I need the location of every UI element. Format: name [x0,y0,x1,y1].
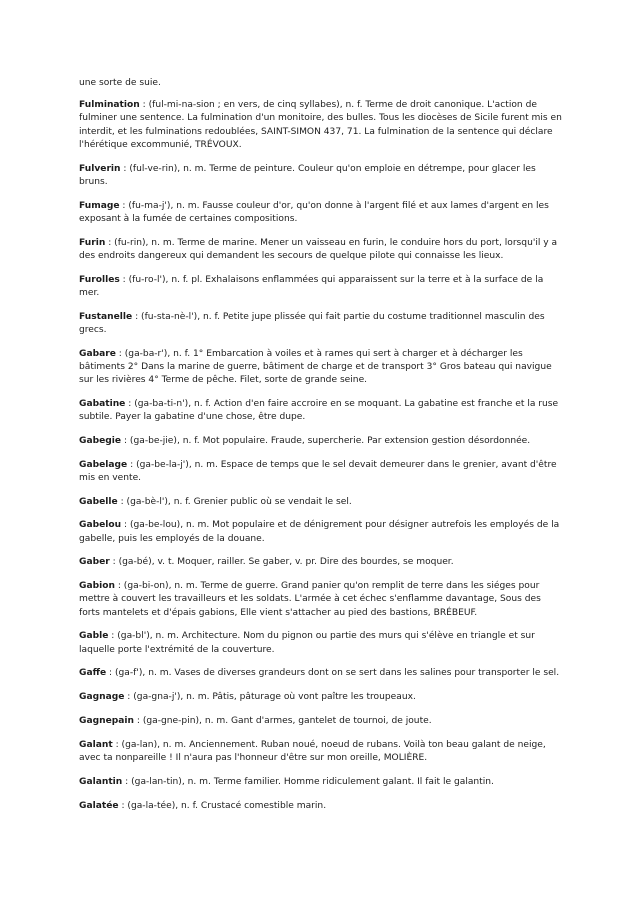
dictionary-entry [79,435,563,448]
dictionary-entry [79,556,563,569]
dictionary-entry [79,200,563,226]
dictionary-entry [79,519,563,545]
entry-definition: : (ga-be-jie), n. f. Mot populaire. Fraude, supercherie. Par extension gestion désordonnée. [121,435,531,446]
dictionary-entry [79,237,563,263]
dictionary-entry [79,348,563,388]
entry-definition: : (ga-bé), v. t. Moquer, railler. Se gaber, v. pr. Dire des bourdes, se moquer. [109,557,454,568]
dictionary-entry [79,311,563,337]
entry-definition: : (ga-lan), n. m. Anciennement. Ruban noué, noeud de rubans. Voilà ton beau galant de neige, avec ta nonpareille ! Il n'aura pas l'honneur d'être sur mon oreille, MOLIÈRE. [79,739,546,763]
entry-term: Fulmination [79,100,140,111]
dictionary-entry [79,580,563,620]
entry-definition: : (fu-rin), n. m. Terme de marine. Mener un vaisseau en furin, le conduire hors du port, lorsqu'il y a des endroits dangereux qui demandent les secours de quelque pilote qui connaisse les lieux. [79,237,558,261]
entry-definition: : (ga-ba-ti-n'), n. f. Action d'en faire accroire en se moquant. La gabatine est franche et la ruse subtile. Payer la gabatine d'une chose, être dupe. [79,398,559,423]
entry-definition: : (ga-ba-r'), n. f. 1° Embarcation à voiles et à rames qui sert à charger et à décharger les bâtiments 2° Dans la marine de guerre, bâtiment de charge et de transport 3° Gros bateau qui navigue sur les rivières 4° Terme de pêche. Filet, sorte de grande seine. [79,348,552,386]
entry-definition: : (ga-la-tée), n. f. Crustacé comestible marin. [118,800,327,811]
entry-term: Gable [79,631,109,642]
entry-definition: : (ga-gne-pin), n. m. Gant d'armes, gantelet de tournoi, de joute. [134,716,432,726]
entry-term: Fustanelle [79,311,133,322]
entry-term: Gabelou [79,520,122,531]
entry-term: Galatée [79,800,119,811]
dictionary-entry [79,800,563,813]
entry-term: Galantin [79,776,123,787]
entry-term: Gagnepain [79,716,134,726]
dictionary-entry [79,667,563,680]
entry-definition: : (ga-be-lou), n. m. Mot populaire et de dénigrement pour désigner autrefois les employés de la gabelle, puis les employés de la douane. [79,520,560,544]
entry-term: Gabatine [79,398,126,409]
entry-term: Galant [79,739,113,750]
entry-definition: : (ga-bè-l'), n. f. Grenier public où se vendait le sel. [117,496,352,507]
entry-list [79,99,563,813]
entry-term: Gabelle [79,496,118,507]
entry-term: Gabelage [79,459,128,470]
entry-definition: : (ga-be-la-j'), n. m. Espace de temps que le sel devait demeurer dans le grenier, avant d'être mis en vente. [79,459,557,483]
entry-term: Furolles [79,274,120,285]
entry-definition: : (fu-ro-l'), n. f. pl. Exhalaisons enflammées qui apparaissent sur la terre et à la surface de la mer. [79,274,544,298]
dictionary-entry [79,691,563,704]
document-page [79,77,563,823]
dictionary-entry [79,398,563,424]
entry-definition: : (fu-sta-nè-l'), n. f. Petite jupe plissée qui fait partie du costume traditionnel masculin des grecs. [79,311,545,335]
entry-definition: : (ful-ve-rin), n. m. Terme de peinture. Couleur qu'on emploie en détrempe, pour glacer les bruns. [79,163,536,187]
entry-term: Gabegie [79,435,122,446]
entry-term: Gabare [79,348,116,359]
dictionary-entry [79,163,563,189]
entry-term: Gabion [79,581,115,592]
intro-text: une sorte de suie. [79,78,161,88]
entry-definition: : (ga-lan-tin), n. m. Terme familier. Homme ridiculement galant. Il fait le galantin. [122,776,494,787]
dictionary-entry [79,715,563,728]
dictionary-entry [79,99,563,152]
entry-definition: : (ga-f'), n. m. Vases de diverses grandeurs dont on se sert dans les salines pour transporter le sel. [106,668,560,679]
entry-term: Furin [79,237,106,248]
entry-term: Fulverin [79,163,121,174]
entry-term: Gaffe [79,668,107,679]
dictionary-entry [79,776,563,789]
entry-term: Gagnage [79,692,125,703]
entry-definition: : (ga-gna-j'), n. m. Pâtis, pâturage où vont paître les troupeaux. [124,692,416,703]
entry-definition: : (ga-bl'), n. m. Architecture. Nom du pignon ou partie des murs qui s'élève en triangle et sur laquelle porte l'extrémité de la couverture. [79,631,535,655]
entry-definition: : (fu-ma-j'), n. m. Fausse couleur d'or, qu'on donne à l'argent filé et aux lames d'argent en les exposant à la fumée de certaines compositions. [79,200,549,224]
dictionary-entry [79,274,563,300]
dictionary-entry [79,630,563,656]
dictionary-entry [79,496,563,509]
entry-term: Gaber [79,557,110,568]
dictionary-entry [79,459,563,485]
entry-definition: : (ful-mi-na-sion ; en vers, de cinq syllabes), n. f. Terme de droit canonique. L'action de fulminer une sentence. La fulmination d'un monitoire, des bulles. Tous les diocèses de Sicile furent mis en interdit, et les fulminations redoublées, SAINT-SIMON 437, 71. La fulmination de la sentence qui déclare l'hérétique excommunié, TRÉVOUX. [79,100,562,150]
entry-definition: : (ga-bi-on), n. m. Terme de guerre. Grand panier qu'on remplit de terre dans les siéges pour mettre à couvert les travailleurs et les soldats. L'armée à cet échec s'enflamme davantage, Sous des forts mantelets et d'épais gabions, Elle vient s'attacher au pied des bastions, BRÉBEUF. [79,581,541,618]
entry-term: Fumage [79,200,120,211]
dictionary-entry [79,739,563,765]
